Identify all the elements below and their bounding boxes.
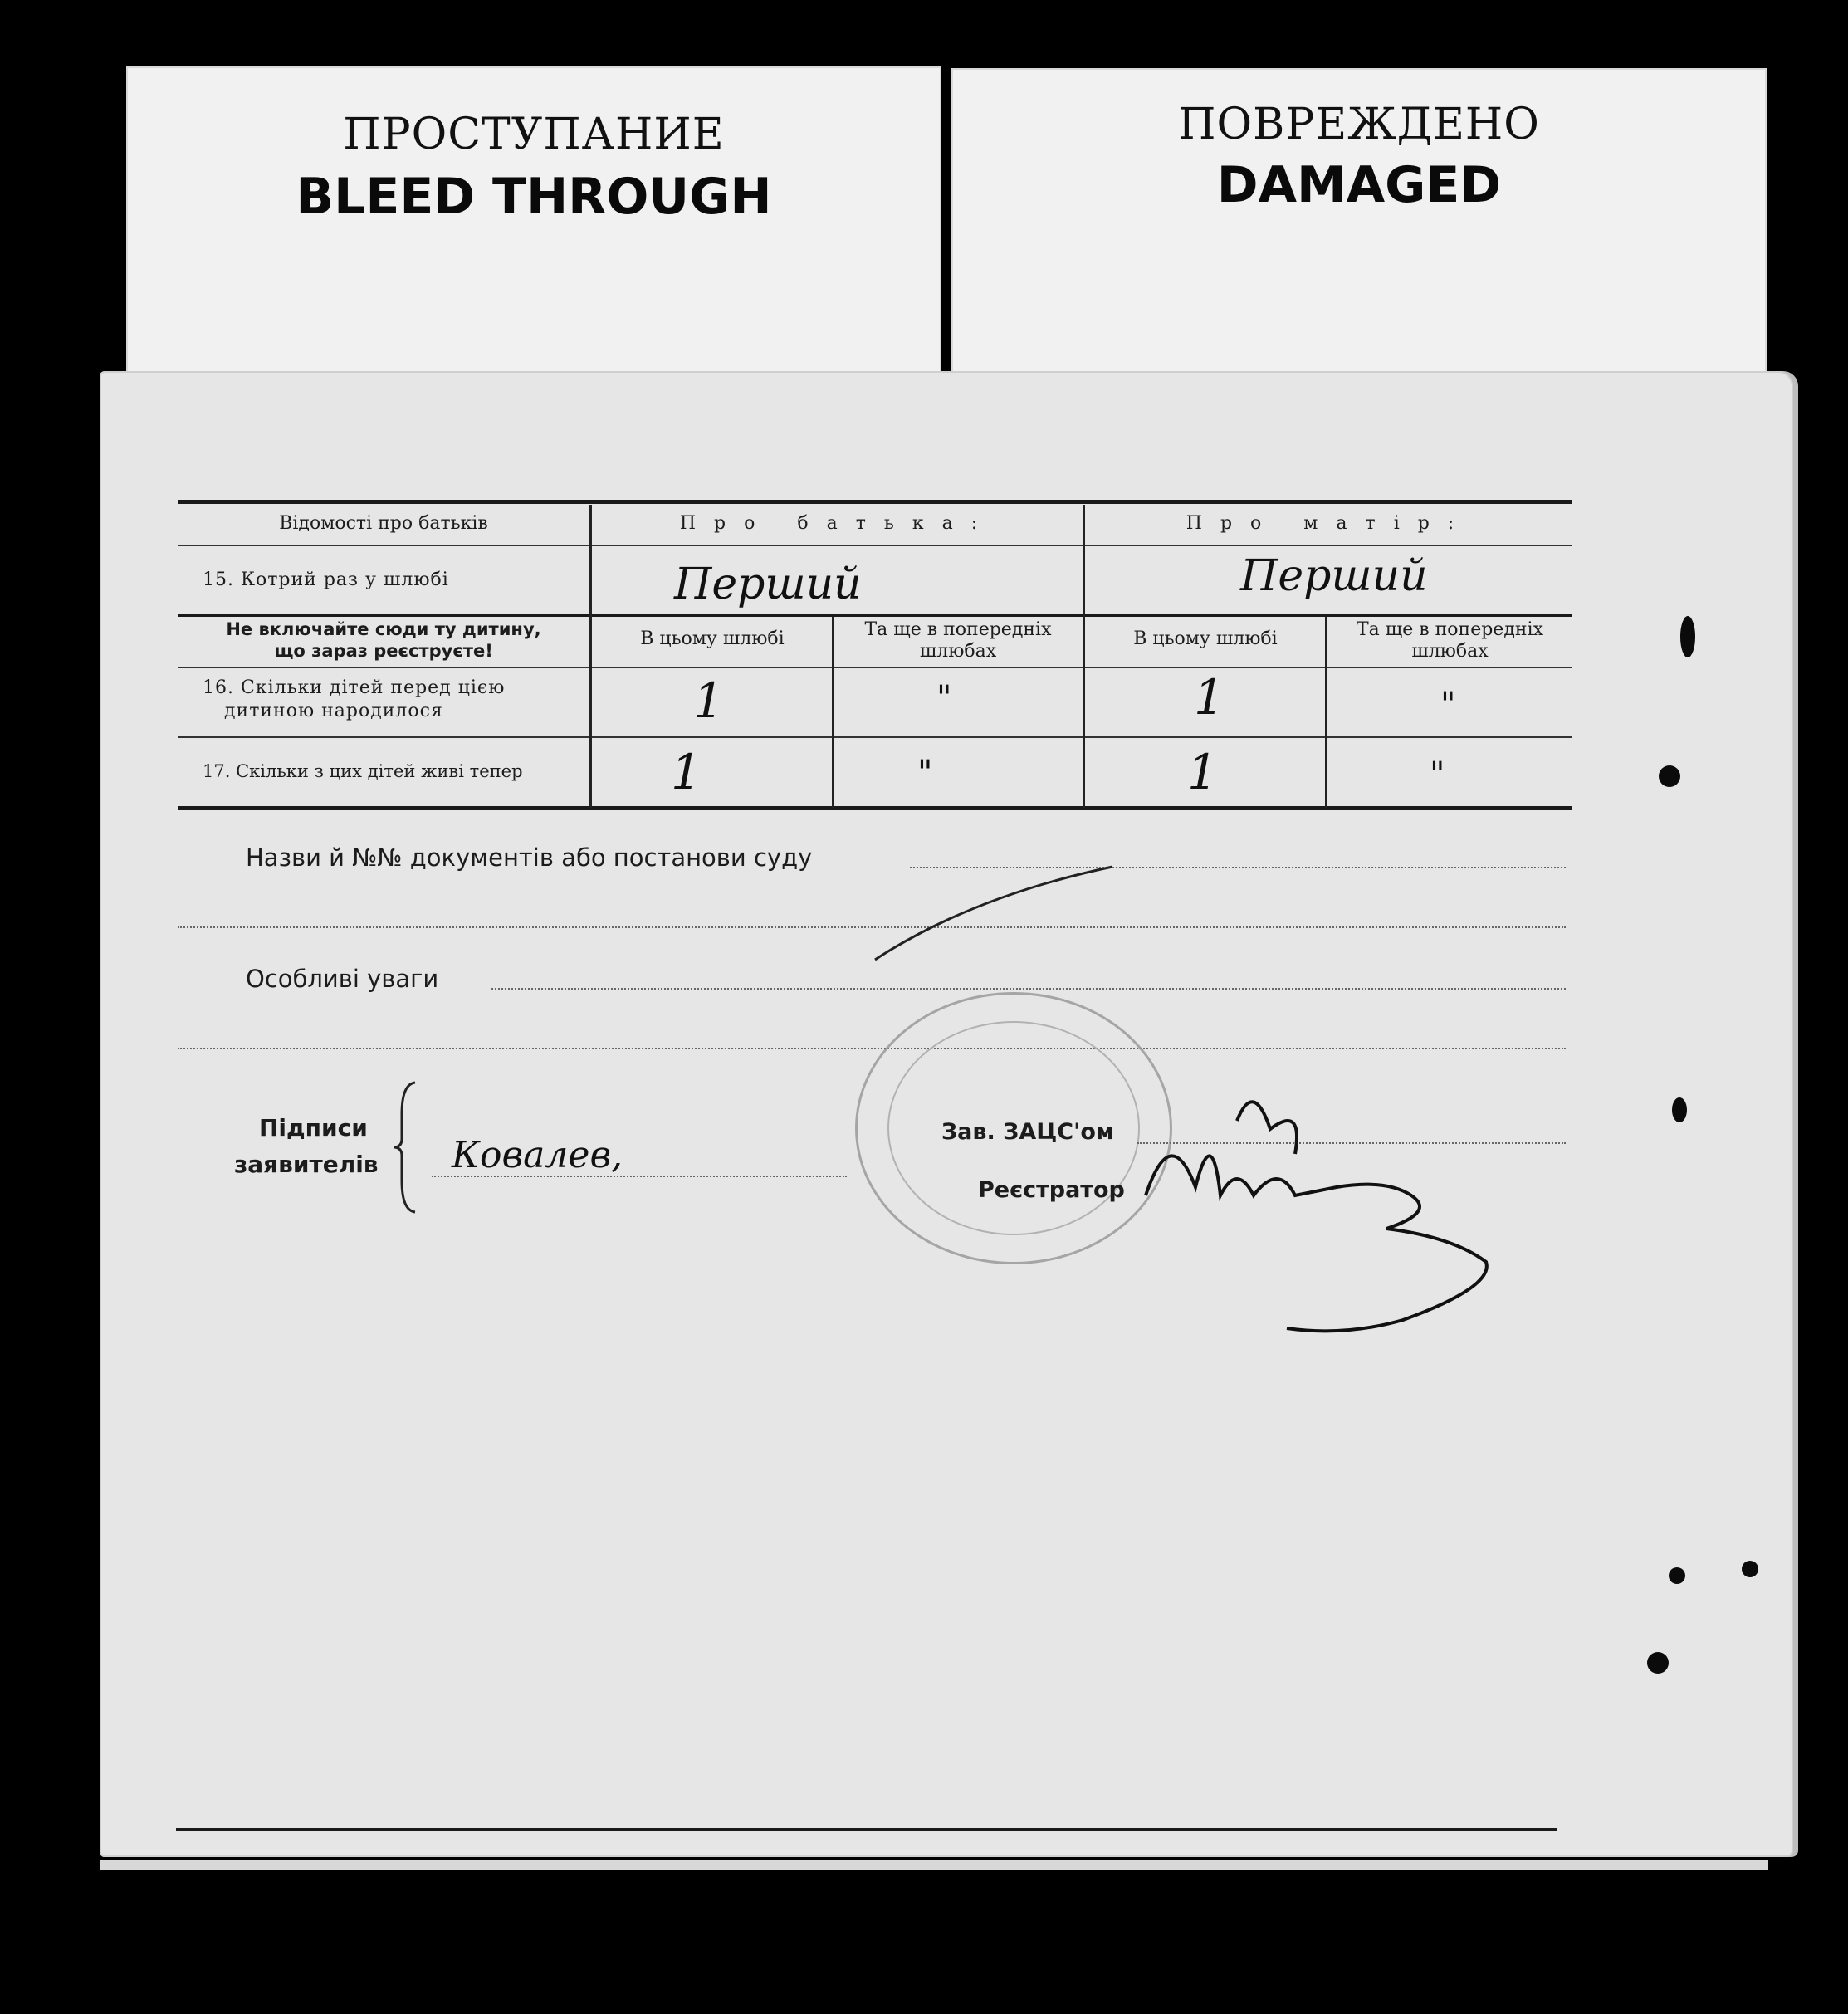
subheader-mother-prev-line1: Та ще в попередніх <box>1357 619 1543 640</box>
applicant-signature-line <box>432 1176 847 1177</box>
table-col-divider-2 <box>832 617 834 808</box>
subheader-mother-prev-line2: шлюбах <box>1411 641 1489 662</box>
subheader-mother-this-marriage: В цьому шлюбі <box>1133 628 1278 649</box>
signatures-label-line1: Підписи <box>259 1114 368 1141</box>
subheader-note-line2: що зараз реєструєте! <box>274 641 493 661</box>
bleed-through-label-ru: ПРОСТУПАНИЕ <box>343 110 725 159</box>
table-header-rule <box>178 545 1572 546</box>
row17-label: 17. Скільки з цих дітей живі тепер <box>203 761 523 781</box>
row16-mother-this: 1 <box>1194 669 1225 726</box>
signatures-brace <box>390 1081 423 1214</box>
table-row15-rule <box>178 614 1572 617</box>
row17-father-prev: " <box>917 754 933 792</box>
header-about-mother: Про матір: <box>1186 513 1473 534</box>
row16-father-prev: " <box>936 679 952 717</box>
subheader-father-prev-line1: Та ще в попередніх <box>864 619 1052 640</box>
damaged-label-en: DAMAGED <box>1216 156 1502 214</box>
table-subheader-rule <box>178 667 1572 668</box>
damaged-label-ru: ПОВРЕЖДЕНО <box>1178 100 1540 149</box>
table-row16-rule <box>178 736 1572 738</box>
row16-mother-prev: " <box>1440 686 1456 724</box>
punch-hole <box>1647 1652 1669 1674</box>
notes-line-1 <box>491 988 1566 990</box>
registrar-signature <box>1137 1071 1503 1337</box>
subheader-father-prev-line2: шлюбах <box>919 641 997 662</box>
registrar-label: Реєстратор <box>978 1177 1125 1203</box>
row16-label-line1: 16. Скільки дітей перед цією <box>203 677 506 698</box>
punch-hole <box>1742 1561 1758 1577</box>
header-parents-info: Відомості про батьків <box>279 513 488 534</box>
bleed-through-card <box>126 66 941 379</box>
row16-label-line2: дитиною народилося <box>224 701 443 721</box>
head-of-registry-label: Зав. ЗАЦС'ом <box>941 1119 1114 1145</box>
row17-mother-this: 1 <box>1187 744 1218 800</box>
table-top-rule <box>178 500 1572 504</box>
punch-hole <box>1659 765 1680 787</box>
table-col-divider-3 <box>1083 505 1085 808</box>
applicant-signature: Ковалев, <box>452 1134 623 1176</box>
subheader-father-this-marriage: В цьому шлюбі <box>640 628 785 649</box>
documents-strike-line <box>872 863 1121 963</box>
signatures-label-line2: заявителів <box>234 1151 379 1178</box>
table-bottom-rule <box>178 806 1572 810</box>
row15-father-value: Перший <box>674 560 862 609</box>
row16-father-this: 1 <box>693 672 724 729</box>
punch-hole <box>1672 1097 1687 1122</box>
subheader-note-line1: Не включайте сюди ту дитину, <box>226 619 541 639</box>
bleed-through-label-en: BLEED THROUGH <box>296 168 772 226</box>
documents-label: Назви й №№ документів або постанови суду <box>246 843 813 872</box>
row15-mother-value: Перший <box>1240 551 1428 601</box>
punch-hole <box>1669 1567 1685 1584</box>
row17-mother-prev: " <box>1430 755 1445 794</box>
row17-father-this: 1 <box>671 744 702 800</box>
header-about-father: Про батька: <box>679 513 996 534</box>
sheet-bottom-edge <box>100 1860 1768 1870</box>
damaged-card <box>951 68 1767 380</box>
notes-label: Особливі уваги <box>246 965 439 993</box>
table-col-divider-4 <box>1325 617 1327 808</box>
punch-hole <box>1680 616 1695 657</box>
notes-line-2 <box>178 1048 1566 1049</box>
table-col-divider-1 <box>589 505 592 808</box>
bottom-rule <box>176 1828 1557 1831</box>
row15-label: 15. Котрий раз у шлюбі <box>203 569 449 590</box>
